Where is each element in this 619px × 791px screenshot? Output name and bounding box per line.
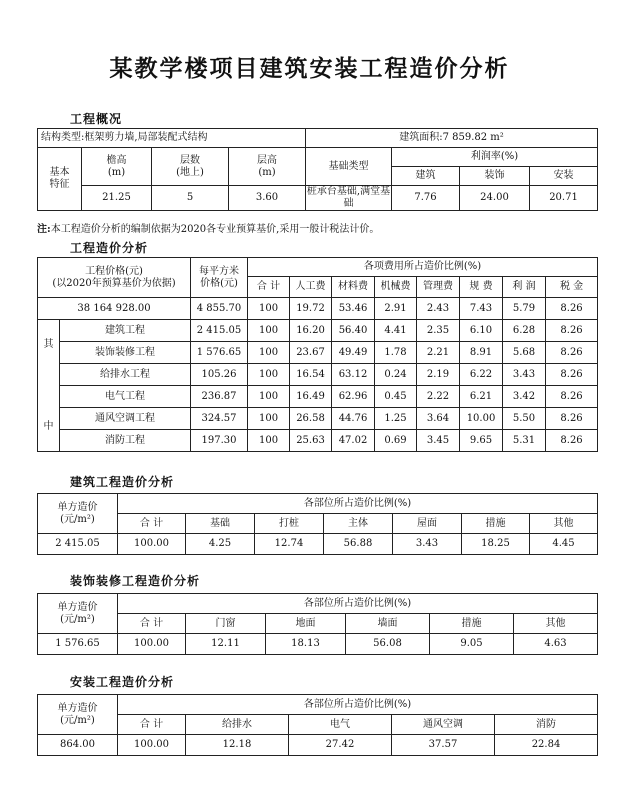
cell: 12.18	[186, 735, 289, 756]
cell: 6.10	[460, 320, 503, 342]
note	[37, 220, 379, 235]
building-table	[37, 493, 598, 555]
row-name: 消防工程	[60, 430, 191, 452]
table-row	[38, 735, 598, 756]
among-label	[38, 320, 60, 452]
unit-label-2: 价格(元)	[200, 277, 238, 289]
cell: 16.54	[290, 364, 332, 386]
col-header: 合 计	[118, 715, 186, 735]
cell: 3.43	[503, 364, 546, 386]
structure-type: 结构类型:框架剪力墙,局部装配式结构	[38, 129, 306, 148]
cell: 49.49	[332, 342, 375, 364]
cell: 0.45	[375, 386, 417, 408]
cell: 2.43	[417, 298, 460, 320]
cell: 3.42	[503, 386, 546, 408]
cell: 12.11	[186, 634, 266, 655]
cell: 100.00	[118, 735, 186, 756]
col-header: 屋面	[393, 514, 462, 534]
basic-feature-label	[38, 148, 82, 211]
cell: 8.26	[546, 386, 598, 408]
col-header: 合 计	[118, 514, 186, 534]
building-ratio-header: 各部位所占造价比例(%)	[118, 494, 598, 514]
row-name: 建筑工程	[60, 320, 191, 342]
total-unit: 4 855.70	[191, 298, 248, 320]
floors-label-2: (地上)	[176, 166, 204, 178]
floor-height-header	[229, 148, 306, 186]
floors-value: 5	[152, 186, 229, 211]
cell: 100	[248, 298, 290, 320]
building-unit-header	[38, 494, 118, 534]
cell: 100.00	[118, 534, 186, 555]
total-price: 38 164 928.00	[38, 298, 191, 320]
cell: 8.26	[546, 364, 598, 386]
profit-value-building: 7.76	[392, 186, 460, 211]
decoration-heading: 装饰装修工程造价分析	[70, 574, 201, 588]
floor-height-label-2: (m)	[258, 166, 276, 178]
unit-label-2: (元/m²)	[60, 613, 95, 625]
cell: 56.08	[346, 634, 430, 655]
decoration-ratio-header: 各部位所占造价比例(%)	[118, 594, 598, 614]
floor-height-label-1: 层高	[257, 154, 277, 166]
profit-col-building: 建筑	[392, 167, 460, 186]
cost-heading: 工程造价分析	[70, 241, 149, 255]
profit-value-install: 20.71	[530, 186, 598, 211]
col-header: 打桩	[255, 514, 324, 534]
overview-table	[37, 128, 598, 211]
cell: 9.65	[460, 430, 503, 452]
cell: 5.68	[503, 342, 546, 364]
table-row	[38, 534, 598, 555]
col-header: 措施	[462, 514, 530, 534]
cell: 19.72	[290, 298, 332, 320]
row-name: 装饰装修工程	[60, 342, 191, 364]
cost-table	[37, 257, 598, 452]
cell: 5.31	[503, 430, 546, 452]
table-row	[38, 408, 598, 430]
table-row	[38, 320, 598, 342]
col-header: 通风空调	[392, 715, 495, 735]
cell: 7.43	[460, 298, 503, 320]
cell: 23.67	[290, 342, 332, 364]
cell: 22.84	[495, 735, 598, 756]
table-row	[38, 364, 598, 386]
ratio-header: 各项费用所占造价比例(%)	[248, 258, 598, 277]
cell: 100	[248, 364, 290, 386]
cell: 4.41	[375, 320, 417, 342]
cell: 62.96	[332, 386, 375, 408]
basic-label-1: 基本	[49, 167, 70, 178]
cell: 1.78	[375, 342, 417, 364]
col-header: 其他	[530, 514, 598, 534]
col-header: 其他	[514, 614, 598, 634]
foundation-value: 桩承台基础,满堂基础	[306, 186, 391, 209]
col-header: 电气	[289, 715, 392, 735]
install-heading: 安装工程造价分析	[70, 675, 175, 689]
price-label-2: (以2020年预算基价为依据)	[52, 277, 176, 289]
floors-label-1: 层数	[180, 154, 200, 166]
unit-label-1: 单方造价	[57, 702, 98, 714]
unit-value: 1 576.65	[38, 634, 118, 655]
col-profit: 利 润	[503, 277, 546, 298]
cell: 16.20	[290, 320, 332, 342]
cell: 3.45	[417, 430, 460, 452]
unit-price-header	[191, 258, 248, 298]
cell: 56.40	[332, 320, 375, 342]
cell: 0.69	[375, 430, 417, 452]
cell: 1.25	[375, 408, 417, 430]
table-row	[38, 430, 598, 452]
cell: 8.91	[460, 342, 503, 364]
row-name: 电气工程	[60, 386, 191, 408]
col-header: 墙面	[346, 614, 430, 634]
cell: 44.76	[332, 408, 375, 430]
decoration-unit-header	[38, 594, 118, 634]
col-labor: 人工费	[290, 277, 332, 298]
col-management: 管理费	[417, 277, 460, 298]
cell: 2.22	[417, 386, 460, 408]
row-name: 通风空调工程	[60, 408, 191, 430]
cell: 47.02	[332, 430, 375, 452]
col-header: 措施	[430, 614, 514, 634]
note-prefix: 注:	[37, 224, 51, 235]
col-header: 消防	[495, 715, 598, 735]
cell: 8.26	[546, 408, 598, 430]
cell: 2.91	[375, 298, 417, 320]
col-header: 门窗	[186, 614, 266, 634]
note-text: 本工程造价分析的编制依据为2020各专业预算基价,采用一般计税法计价。	[50, 224, 380, 235]
col-header: 地面	[266, 614, 346, 634]
row-unit: 1 576.65	[191, 342, 248, 364]
cell: 25.63	[290, 430, 332, 452]
unit-label-1: 单方造价	[57, 501, 98, 513]
table-row	[38, 342, 598, 364]
col-header: 主体	[324, 514, 393, 534]
eave-label-1: 檐高	[106, 154, 127, 166]
cell: 8.26	[546, 342, 598, 364]
eave-value: 21.25	[82, 186, 152, 211]
unit-label-2: (元/m²)	[60, 513, 95, 525]
cell: 56.88	[324, 534, 393, 555]
col-header: 基础	[186, 514, 255, 534]
unit-value: 2 415.05	[38, 534, 118, 555]
cell: 2.35	[417, 320, 460, 342]
cell: 0.24	[375, 364, 417, 386]
unit-label-2: (元/m²)	[60, 714, 95, 726]
profit-col-decoration: 装饰	[460, 167, 530, 186]
cell: 3.64	[417, 408, 460, 430]
table-row	[38, 386, 598, 408]
price-label-1: 工程价格(元)	[85, 265, 143, 277]
decoration-table	[37, 593, 598, 655]
cell: 2.21	[417, 342, 460, 364]
install-ratio-header: 各部位所占造价比例(%)	[118, 695, 598, 715]
row-unit: 324.57	[191, 408, 248, 430]
page-title: 某教学楼项目建筑安装工程造价分析	[109, 55, 510, 82]
cell: 5.50	[503, 408, 546, 430]
overview-heading: 工程概况	[70, 112, 123, 126]
row-name: 给排水工程	[60, 364, 191, 386]
unit-value: 864.00	[38, 735, 118, 756]
cell: 9.05	[430, 634, 514, 655]
cell: 63.12	[332, 364, 375, 386]
row-unit: 2 415.05	[191, 320, 248, 342]
cell: 100	[248, 342, 290, 364]
cell: 16.49	[290, 386, 332, 408]
cell: 6.21	[460, 386, 503, 408]
cell: 3.43	[393, 534, 462, 555]
foundation-header: 基础类型	[306, 148, 392, 186]
table-row	[38, 634, 598, 655]
col-header: 给排水	[186, 715, 289, 735]
cell: 8.26	[546, 298, 598, 320]
install-table	[37, 694, 598, 756]
cell: 53.46	[332, 298, 375, 320]
eave-label-2: (m)	[107, 166, 126, 178]
unit-label-1: 单方造价	[57, 601, 98, 613]
row-unit: 236.87	[191, 386, 248, 408]
cell: 27.42	[289, 735, 392, 756]
col-fees: 规 费	[460, 277, 503, 298]
col-tax: 税 金	[546, 277, 598, 298]
install-unit-header	[38, 695, 118, 735]
cell: 100	[248, 408, 290, 430]
cell: 4.63	[514, 634, 598, 655]
col-header: 合 计	[118, 614, 186, 634]
profit-col-install: 安装	[530, 167, 598, 186]
col-material: 材料费	[332, 277, 375, 298]
cell: 100.00	[118, 634, 186, 655]
cell: 37.57	[392, 735, 495, 756]
cell: 100	[248, 320, 290, 342]
cell: 6.22	[460, 364, 503, 386]
cell: 26.58	[290, 408, 332, 430]
cell: 18.13	[266, 634, 346, 655]
price-header	[38, 258, 191, 298]
among-char-1: 其	[43, 338, 54, 350]
col-machine: 机械费	[375, 277, 417, 298]
cell: 4.45	[530, 534, 598, 555]
unit-label-1: 每平方米	[199, 265, 240, 277]
eave-height-header	[82, 148, 152, 186]
cell: 5.79	[503, 298, 546, 320]
among-char-2: 中	[43, 420, 54, 432]
row-unit: 197.30	[191, 430, 248, 452]
cell: 6.28	[503, 320, 546, 342]
row-unit: 105.26	[191, 364, 248, 386]
basic-label-2: 特征	[49, 179, 70, 190]
col-total: 合 计	[248, 277, 290, 298]
cell: 100	[248, 386, 290, 408]
cell: 18.25	[462, 534, 530, 555]
profit-value-decoration: 24.00	[460, 186, 530, 211]
cell: 2.19	[417, 364, 460, 386]
cell: 4.25	[186, 534, 255, 555]
profit-header: 利润率(%)	[392, 148, 598, 167]
cell: 100	[248, 430, 290, 452]
floor-height-value: 3.60	[229, 186, 306, 211]
building-area: 建筑面积:7 859.82 m²	[306, 129, 598, 148]
cell: 8.26	[546, 430, 598, 452]
cell: 12.74	[255, 534, 324, 555]
cell: 8.26	[546, 320, 598, 342]
cell: 10.00	[460, 408, 503, 430]
building-heading: 建筑工程造价分析	[70, 475, 175, 489]
table-row	[38, 298, 598, 320]
floors-header	[152, 148, 229, 186]
